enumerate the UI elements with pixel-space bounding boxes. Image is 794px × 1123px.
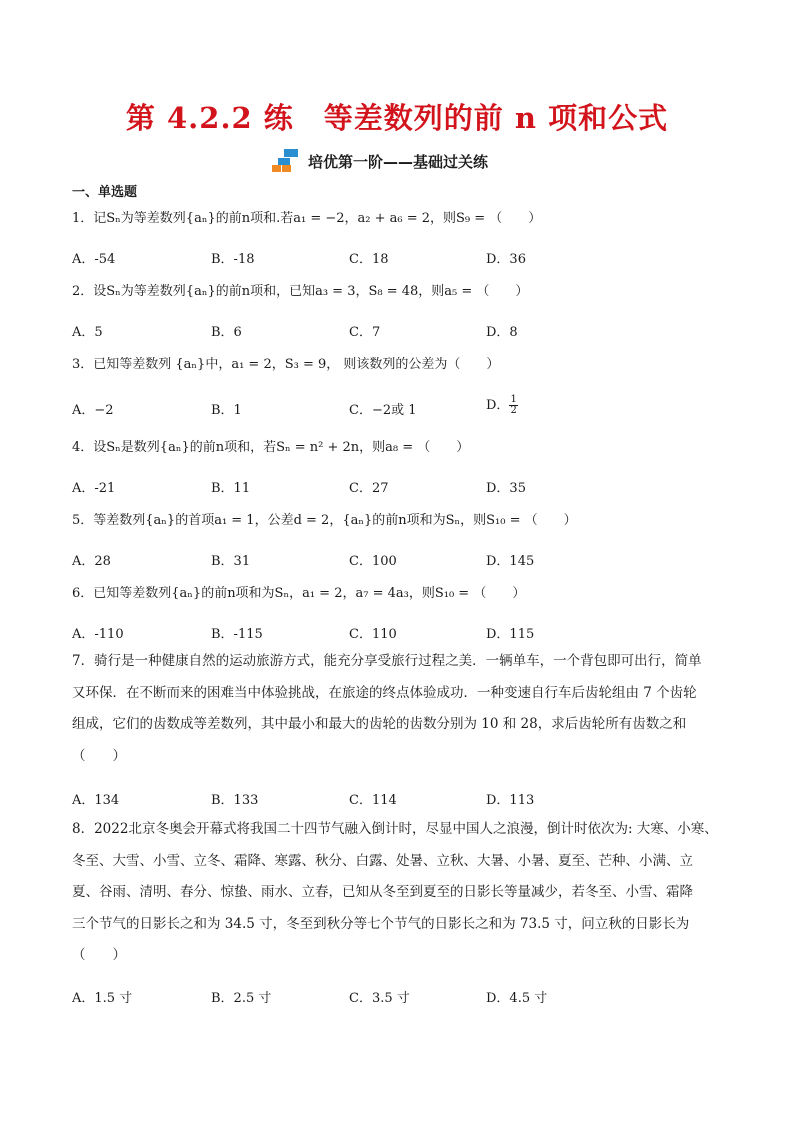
q1-option-d: D．36 [486, 252, 526, 267]
q1-option-a: A．-54 [72, 252, 116, 267]
q5-option-d: D．145 [486, 554, 535, 569]
q7-option-c: C．114 [349, 793, 397, 808]
question-8-line-1: 8．2022北京冬奥会开幕式将我国二十四节气融入倒计时，尽显中国人之浪漫，倒计时依次为: 大寒、小寒、 [72, 821, 718, 837]
q6-option-a: A．-110 [72, 627, 124, 642]
q6-option-d: D．115 [486, 627, 535, 642]
question-4-stem: 4．设Sₙ是数列{aₙ}的前n项和，若Sₙ = n² + 2n，则a₈ = （ ） [72, 440, 470, 455]
question-2-stem: 2．设Sₙ为等差数列{aₙ}的前n项和，已知a₃ = 3，S₈ = 48，则a₅ = （ ） [72, 284, 529, 299]
question-1-stem: 1．记Sₙ为等差数列{aₙ}的前n项和.若a₁ = −2，a₂ + a₆ = 2，则S₉ = （ ） [72, 211, 542, 226]
q3-option-d-label: D． [486, 398, 510, 413]
fraction [509, 395, 517, 416]
question-6-stem: 6．已知等差数列{aₙ}的前n项和为Sₙ，a₁ = 2，a₇ = 4a₃，则S₁₀ = （ ） [72, 586, 526, 601]
question-7-line-2: 又环保．在不断而来的困难当中体验挑战，在旅途的终点体验成功．一种变速自行车后齿轮组由 7 个齿轮 [72, 684, 697, 701]
fraction-numerator: 1 [510, 394, 517, 405]
question-8-line-4: 三个节气的日影长之和为 34.5 寸，冬至到秋分等七个节气的日影长之和为 73.5 寸，问立秋的日影长为 [72, 915, 690, 932]
question-8-line-2: 冬至、大雪、小雪、立冬、霜降、寒露、秋分、白露、处暑、立秋、大暑、小暑、夏至、芒种、小满、立 [72, 852, 693, 869]
q3-option-c: C．−2或 1 [349, 403, 417, 418]
q5-option-a: A．28 [72, 554, 111, 569]
subtitle: 培优第一阶——基础过关练 [308, 152, 489, 171]
q3-option-d [486, 394, 518, 416]
q4-option-c: C．27 [349, 481, 389, 496]
question-7-line-3: 组成，它们的齿数成等差数列，其中最小和最大的齿轮的齿数分别为 10 和 28，求后齿轮所有齿数之和 [72, 716, 687, 732]
q5-option-b: B．31 [211, 554, 251, 569]
question-8-line-3: 夏、谷雨、清明、春分、惊蛰、雨水、立春，已知从冬至到夏至的日影长等量减少，若冬至、小雪、霜降 [72, 884, 693, 900]
question-8-line-5: （ ） [72, 947, 126, 963]
q4-option-d: D．35 [486, 481, 526, 496]
q1-option-c: C．18 [349, 252, 389, 267]
subtitle-row [272, 148, 488, 174]
page-title: 第 4.2.2 练 等差数列的前 n 项和公式 [125, 101, 669, 135]
q8-option-a: A．1.5 寸 [72, 991, 133, 1006]
question-5-stem: 5．等差数列{aₙ}的首项a₁ = 1，公差d = 2，{aₙ}的前n项和为Sₙ，则S₁₀ = （ ） [72, 513, 577, 528]
question-7-line-4: （ ） [72, 747, 126, 764]
stairs-logo-icon [272, 149, 300, 173]
q8-option-c: C．3.5 寸 [349, 991, 410, 1006]
q2-option-b: B．6 [211, 325, 242, 340]
question-7-line-1: 7．骑行是一种健康自然的运动旅游方式，能充分享受旅行过程之美．一辆单车，一个背包即可出行，简单 [72, 653, 702, 669]
fraction-denominator: 2 [510, 405, 517, 416]
q7-option-d: D．113 [486, 793, 535, 808]
q5-option-c: C．100 [349, 554, 397, 569]
q4-option-b: B．11 [211, 481, 251, 496]
section-heading: 一、单选题 [72, 185, 138, 200]
q2-option-c: C．7 [349, 325, 381, 340]
q8-option-b: B．2.5 寸 [211, 991, 272, 1006]
question-7-stem [72, 646, 722, 772]
q1-option-b: B．-18 [211, 252, 255, 267]
q3-option-b: B．1 [211, 403, 242, 418]
q7-option-a: A．134 [72, 793, 120, 808]
q2-option-d: D．8 [486, 325, 518, 340]
q3-option-a: A．−2 [72, 403, 114, 418]
q8-option-d: D．4.5 寸 [486, 991, 548, 1006]
q4-option-a: A．-21 [72, 481, 116, 496]
q7-option-b: B．133 [211, 793, 259, 808]
q6-option-b: B．-115 [211, 627, 263, 642]
question-8-stem [72, 814, 722, 972]
q2-option-a: A．5 [72, 325, 103, 340]
q6-option-c: C．110 [349, 627, 397, 642]
question-3-stem: 3．已知等差数列 {aₙ}中，a₁ = 2，S₃ = 9， 则该数列的公差为（ ） [72, 357, 500, 372]
